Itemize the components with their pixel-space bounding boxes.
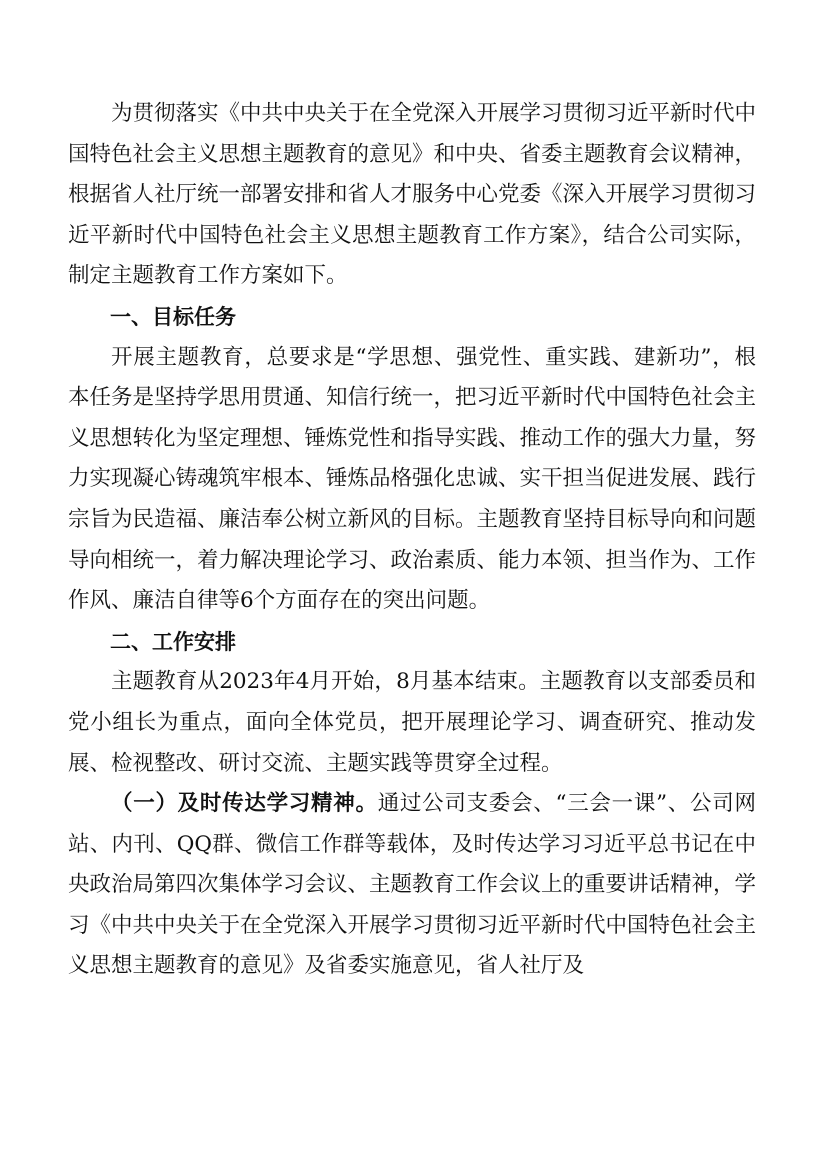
section-goals-paragraph: 开展主题教育，总要求是“学思想、强党性、重实践、建新功”，根本任务是坚持学思用贯通、知信行统一，把习近平新时代中国特色社会主义思想转化为坚定理想、锤炼党性和指导实践、推动工作的强大力量，努力实现凝心铸魂筑牢根本、锤炼品格强化忠诚、实干担当促进发展、践行宗旨为民造福、廉洁奉公树立新风的目标。主题教育坚持目标导向和问题导向相统一，着力解决理论学习、政治素质、能力本领、担当作为、工作作风、廉洁自律等6个方面存在的突出问题。 xyxy=(68,344,757,614)
intro-paragraph: 为贯彻落实《中共中央关于在全党深入开展学习贯彻习近平新时代中国特色社会主义思想主题教育的意见》和中央、省委主题教育会议精神，根据省人社厅统一部署安排和省人才服务中心党委《深入开展学习贯彻习近平新时代中国特色社会主义思想主题教育工作方案》，结合公司实际，制定主题教育工作方案如下。 xyxy=(68,101,757,289)
document-body xyxy=(68,94,756,987)
section-heading-arrangement: 二、工作安排 xyxy=(110,629,236,654)
section-arrangement-paragraph: 主题教育从2023年4月开始，8月基本结束。主题教育以支部委员和党小组长为重点，面向全体党员，把开展理论学习、调查研究、推动发展、检视整改、研讨交流、主题实践等贯穿全过程。 xyxy=(68,669,756,776)
subsection-study-paragraph xyxy=(68,784,756,987)
section-heading-goals: 一、目标任务 xyxy=(110,304,236,329)
subsection-study-body: 通过公司支委会、“三会一课”、公司网站、内刊、QQ群、微信工作群等载体，及时传达学习习近平总书记在中央政治局第四次集体学习会议、主题教育工作会议上的重要讲话精神，学习《中共中央关于在全党深入开展学习贯彻习近平新时代中国特色社会主义思想主题教育的意见》及省委实施意见，省人社厅及 xyxy=(68,791,757,979)
subsection-heading-study: （一）及时传达学习精神。 xyxy=(111,791,378,817)
